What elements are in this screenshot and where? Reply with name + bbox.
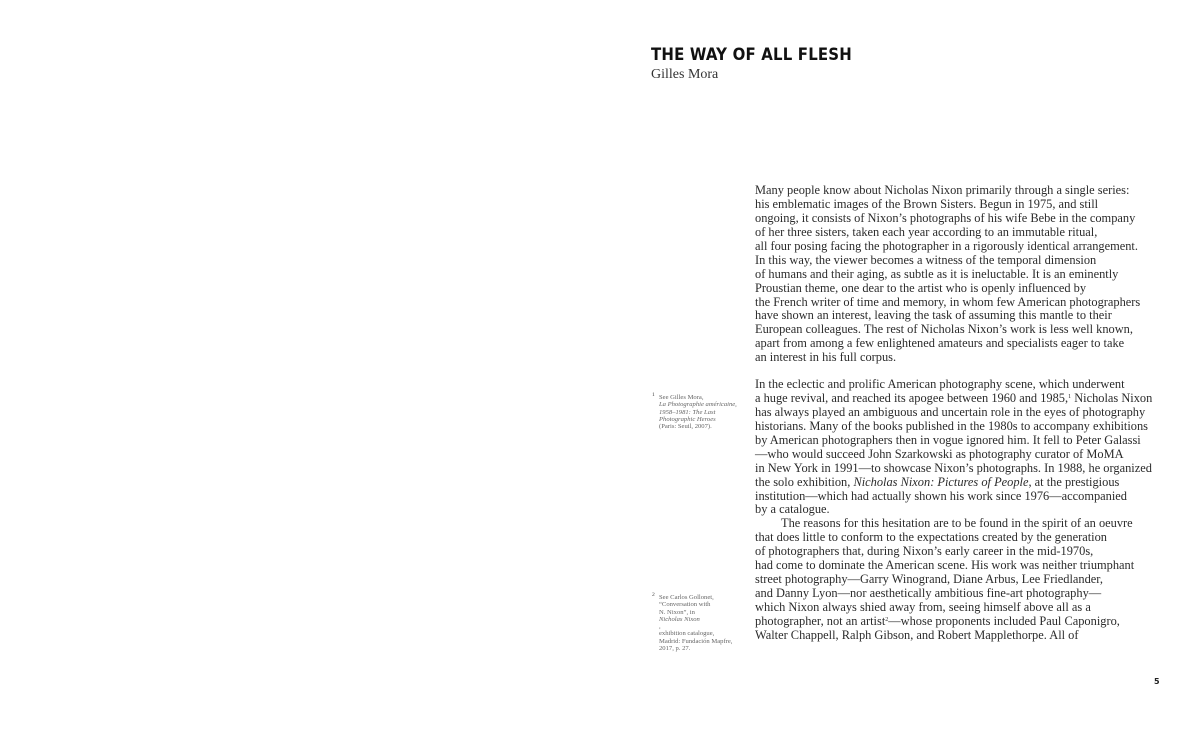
footnote-line: “Conversation with <box>659 601 711 609</box>
text-line: In this way, the viewer becomes a witness of the temporal dimension <box>755 252 1097 267</box>
text-segment: N. Nixon”, in <box>659 608 695 616</box>
text-line <box>755 615 1155 629</box>
text-segment: , at the prestigious <box>1028 474 1120 489</box>
text-line <box>755 392 1155 406</box>
text-line: of photographers that, during Nixon’s early career in the mid-1970s, <box>755 544 1094 559</box>
text-line: in New York in 1991—to showcase Nixon’s photographs. In 1988, he organized <box>755 460 1152 475</box>
book-title: La Photographie américaine, <box>659 401 737 409</box>
text-line: apart from among a few enlightened amateurs and specialists eager to take <box>755 336 1125 351</box>
footnote-line <box>659 609 751 631</box>
footnote-number: 1 <box>652 392 655 398</box>
text-line: by American photographers then in vogue ignored him. It fell to Peter Galassi <box>755 432 1141 447</box>
text-line: street photography—Garry Winogrand, Diane Arbus, Lee Friedlander, <box>755 572 1104 587</box>
footnote-number: 2 <box>652 592 655 598</box>
footnote-ref-2[interactable]: 2 <box>885 616 889 623</box>
text-line: European colleagues. The rest of Nicholas Nixon’s work is less well known, <box>755 322 1133 337</box>
paragraph-1 <box>755 184 1155 365</box>
text-line: Walter Chappell, Ralph Gibson, and Robert Mapplethorpe. All of <box>755 627 1079 642</box>
text-line <box>755 476 1155 490</box>
text-line: In the eclectic and prolific American photography scene, which underwent <box>755 377 1125 391</box>
footnote-line: See Carlos Gollonet, <box>659 594 714 601</box>
paragraph-2 <box>755 378 1155 643</box>
text-line: of humans and their aging, as subtle as it is ineluctable. It is an eminently <box>755 266 1119 281</box>
footnote-line: exhibition catalogue, <box>659 630 715 638</box>
footnote-line <box>659 401 751 408</box>
text-line: which Nixon always shied away from, seeing himself above all as a <box>755 600 1091 614</box>
text-segment: the solo exhibition, <box>755 474 854 489</box>
footnote-line: (Paris: Seuil, 2007). <box>659 423 712 431</box>
exhibition-title: Nicholas Nixon: Pictures of People <box>853 474 1029 489</box>
text-segment: , <box>659 623 661 631</box>
footnote-ref-1[interactable]: 1 <box>1068 393 1072 400</box>
text-segment: —whose proponents included Paul Caponigro, <box>888 613 1120 628</box>
text-segment: a huge revival, and reached its apogee between 1960 and 1985, <box>755 390 1069 405</box>
text-line: and Danny Lyon—nor aesthetically ambitious fine-art photography— <box>755 586 1102 601</box>
text-line: Proustian theme, one dear to the artist who is openly influenced by <box>755 280 1087 295</box>
footnote-line: Madrid: Fundación Mapfre, <box>659 637 733 645</box>
text-line: all four posing facing the photographer in a rigorously identical arrangement. <box>755 238 1138 253</box>
chapter-title: THE WAY OF ALL FLESH <box>651 45 852 65</box>
text-line: had come to dominate the American scene. His work was neither triumphant <box>755 558 1135 573</box>
text-line: an interest in his full corpus. <box>755 350 897 365</box>
author-name: Gilles Mora <box>651 67 719 82</box>
text-line: of her three sisters, taken each year according to an immutable ritual, <box>755 224 1098 239</box>
text-segment: Nicholas Nixon <box>1071 390 1153 405</box>
text-line: that does little to conform to the expectations created by the generation <box>755 530 1107 545</box>
text-line: Many people know about Nicholas Nixon primarily through a single series: <box>755 183 1130 197</box>
footnote-line <box>659 409 751 416</box>
page-number: 5 <box>1154 677 1160 686</box>
text-line: ongoing, it consists of Nixon’s photographs of his wife Bebe in the company <box>755 210 1136 225</box>
text-line: The reasons for this hesitation are to be found in the spirit of an oeuvre <box>781 516 1133 531</box>
text-line: —who would succeed John Szarkowski as photography curator of MoMA <box>755 446 1124 461</box>
footnote-line <box>659 416 751 423</box>
text-line: have shown an interest, leaving the task of assuming this mantle to their <box>755 308 1112 323</box>
text-line: historians. Many of the books published in the 1980s to accompany exhibitions <box>755 418 1149 433</box>
text-line: the French writer of time and memory, in whom few American photographers <box>755 294 1141 309</box>
text-line: has always played an ambiguous and uncertain role in the eyes of photography <box>755 404 1146 419</box>
book-title: Photographic Heroes <box>659 415 716 423</box>
text-line: by a catalogue. <box>755 502 830 517</box>
text-segment: photographer, not an artist <box>755 613 886 628</box>
text-line: his emblematic images of the Brown Sisters. Begun in 1975, and still <box>755 196 1099 211</box>
footnote-line: 2017, p. 27. <box>659 645 691 653</box>
book-title: Nicholas Nixon <box>659 615 700 623</box>
footnote-line: See Gilles Mora, <box>659 394 704 401</box>
book-title: 1958–1981: The Last <box>659 408 716 416</box>
text-line: institution—which had actually shown his work since 1976—accompanied <box>755 488 1127 503</box>
